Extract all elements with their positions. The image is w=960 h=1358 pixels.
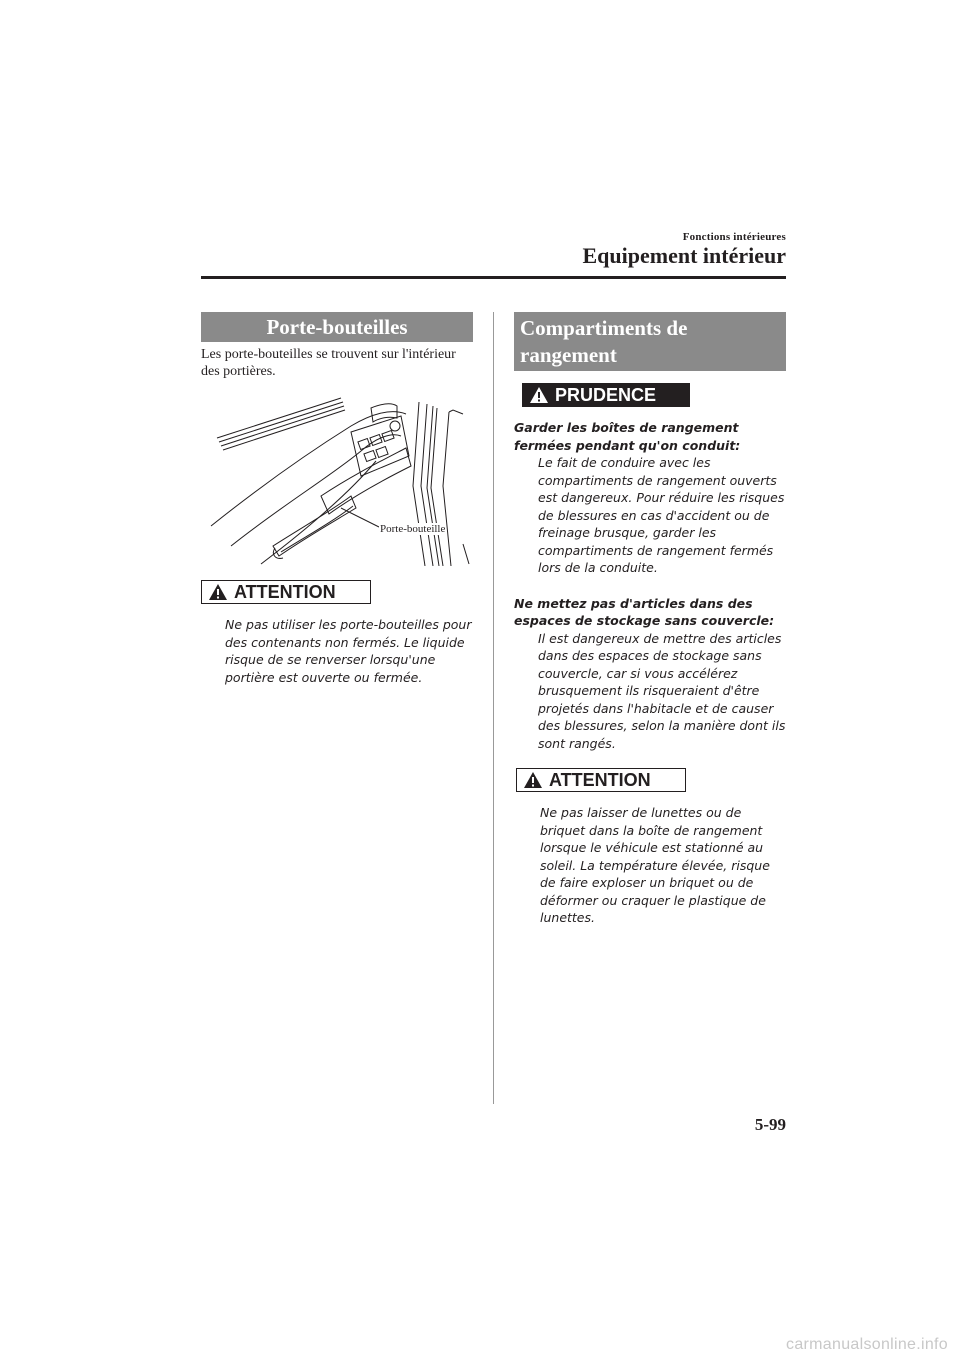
site-watermark: carmanualsonline.info — [786, 1336, 948, 1353]
attention-label-box — [201, 580, 371, 604]
intro-paragraph: Les porte-bouteilles se trouvent sur l'intérieur des portières. — [201, 347, 456, 379]
prudence-label-box — [522, 383, 690, 407]
section-heading-porte-bouteilles: Porte-bouteilles — [201, 312, 473, 342]
warning-1-lead: Garder les boîtes de rangement fermées pendant qu'on conduit: — [514, 420, 741, 453]
running-head-section: Equipement intérieur — [582, 243, 786, 268]
figure-callout-label: Porte-bouteille — [380, 523, 446, 535]
door-line-drawing — [201, 396, 473, 566]
right-column — [514, 312, 786, 927]
attention-box-left — [201, 580, 473, 686]
left-column — [201, 312, 473, 686]
attention-text-right: Ne pas laisser de lunettes ou de briquet dans la boîte de rangement lorsque le véhicule est stationné au soleil. La température élevée, risque de faire exploser un briquet ou de déformer ou craquer le plastique de lunettes. — [540, 805, 770, 925]
attention-label: ATTENTION — [234, 581, 336, 602]
attention-box-right — [514, 768, 786, 927]
running-head-chapter: Fonctions intérieures — [682, 231, 786, 243]
warning-2-lead: Ne mettez pas d'articles dans des espaces de stockage sans couvercle: — [514, 595, 775, 628]
warning-triangle-icon — [529, 386, 549, 404]
column-divider — [493, 312, 494, 1104]
door-bottle-holder-illustration — [201, 396, 473, 566]
warning-triangle-icon — [523, 771, 543, 789]
section-heading-compartiments: Compartiments de rangement — [514, 312, 786, 371]
page-number: 5-99 — [754, 1115, 786, 1134]
prudence-box — [514, 383, 786, 409]
warning-item-2 — [514, 595, 786, 753]
attention-label-right: ATTENTION — [549, 769, 651, 790]
warning-2-text: Il est dangereux de mettre des articles dans des espaces de stockage sans couvercle, car si vous accélérez brusquement ils risqueraient d'être projetés dans l'habitacle et de causer des blessures, selon la manière dont ils sont rangés. — [538, 630, 786, 751]
attention-text: Ne pas utiliser les porte-bouteilles pour des contenants non fermés. Le liquide risque de se renverser lorsqu'une portière est ouverte ou fermée. — [225, 617, 472, 685]
prudence-label: PRUDENCE — [555, 384, 657, 405]
header-rule — [201, 276, 786, 279]
warning-1-text: Le fait de conduire avec les compartiments de rangement ouverts est dangereux. Pour réduire les risques de blessures en cas d'accident ou de freinage brusque, garder les compartiments de rangement fermés lors de la conduite. — [538, 455, 785, 575]
warning-triangle-icon — [208, 583, 228, 601]
attention-label-box-right — [516, 768, 686, 792]
warning-item-1 — [514, 419, 786, 577]
